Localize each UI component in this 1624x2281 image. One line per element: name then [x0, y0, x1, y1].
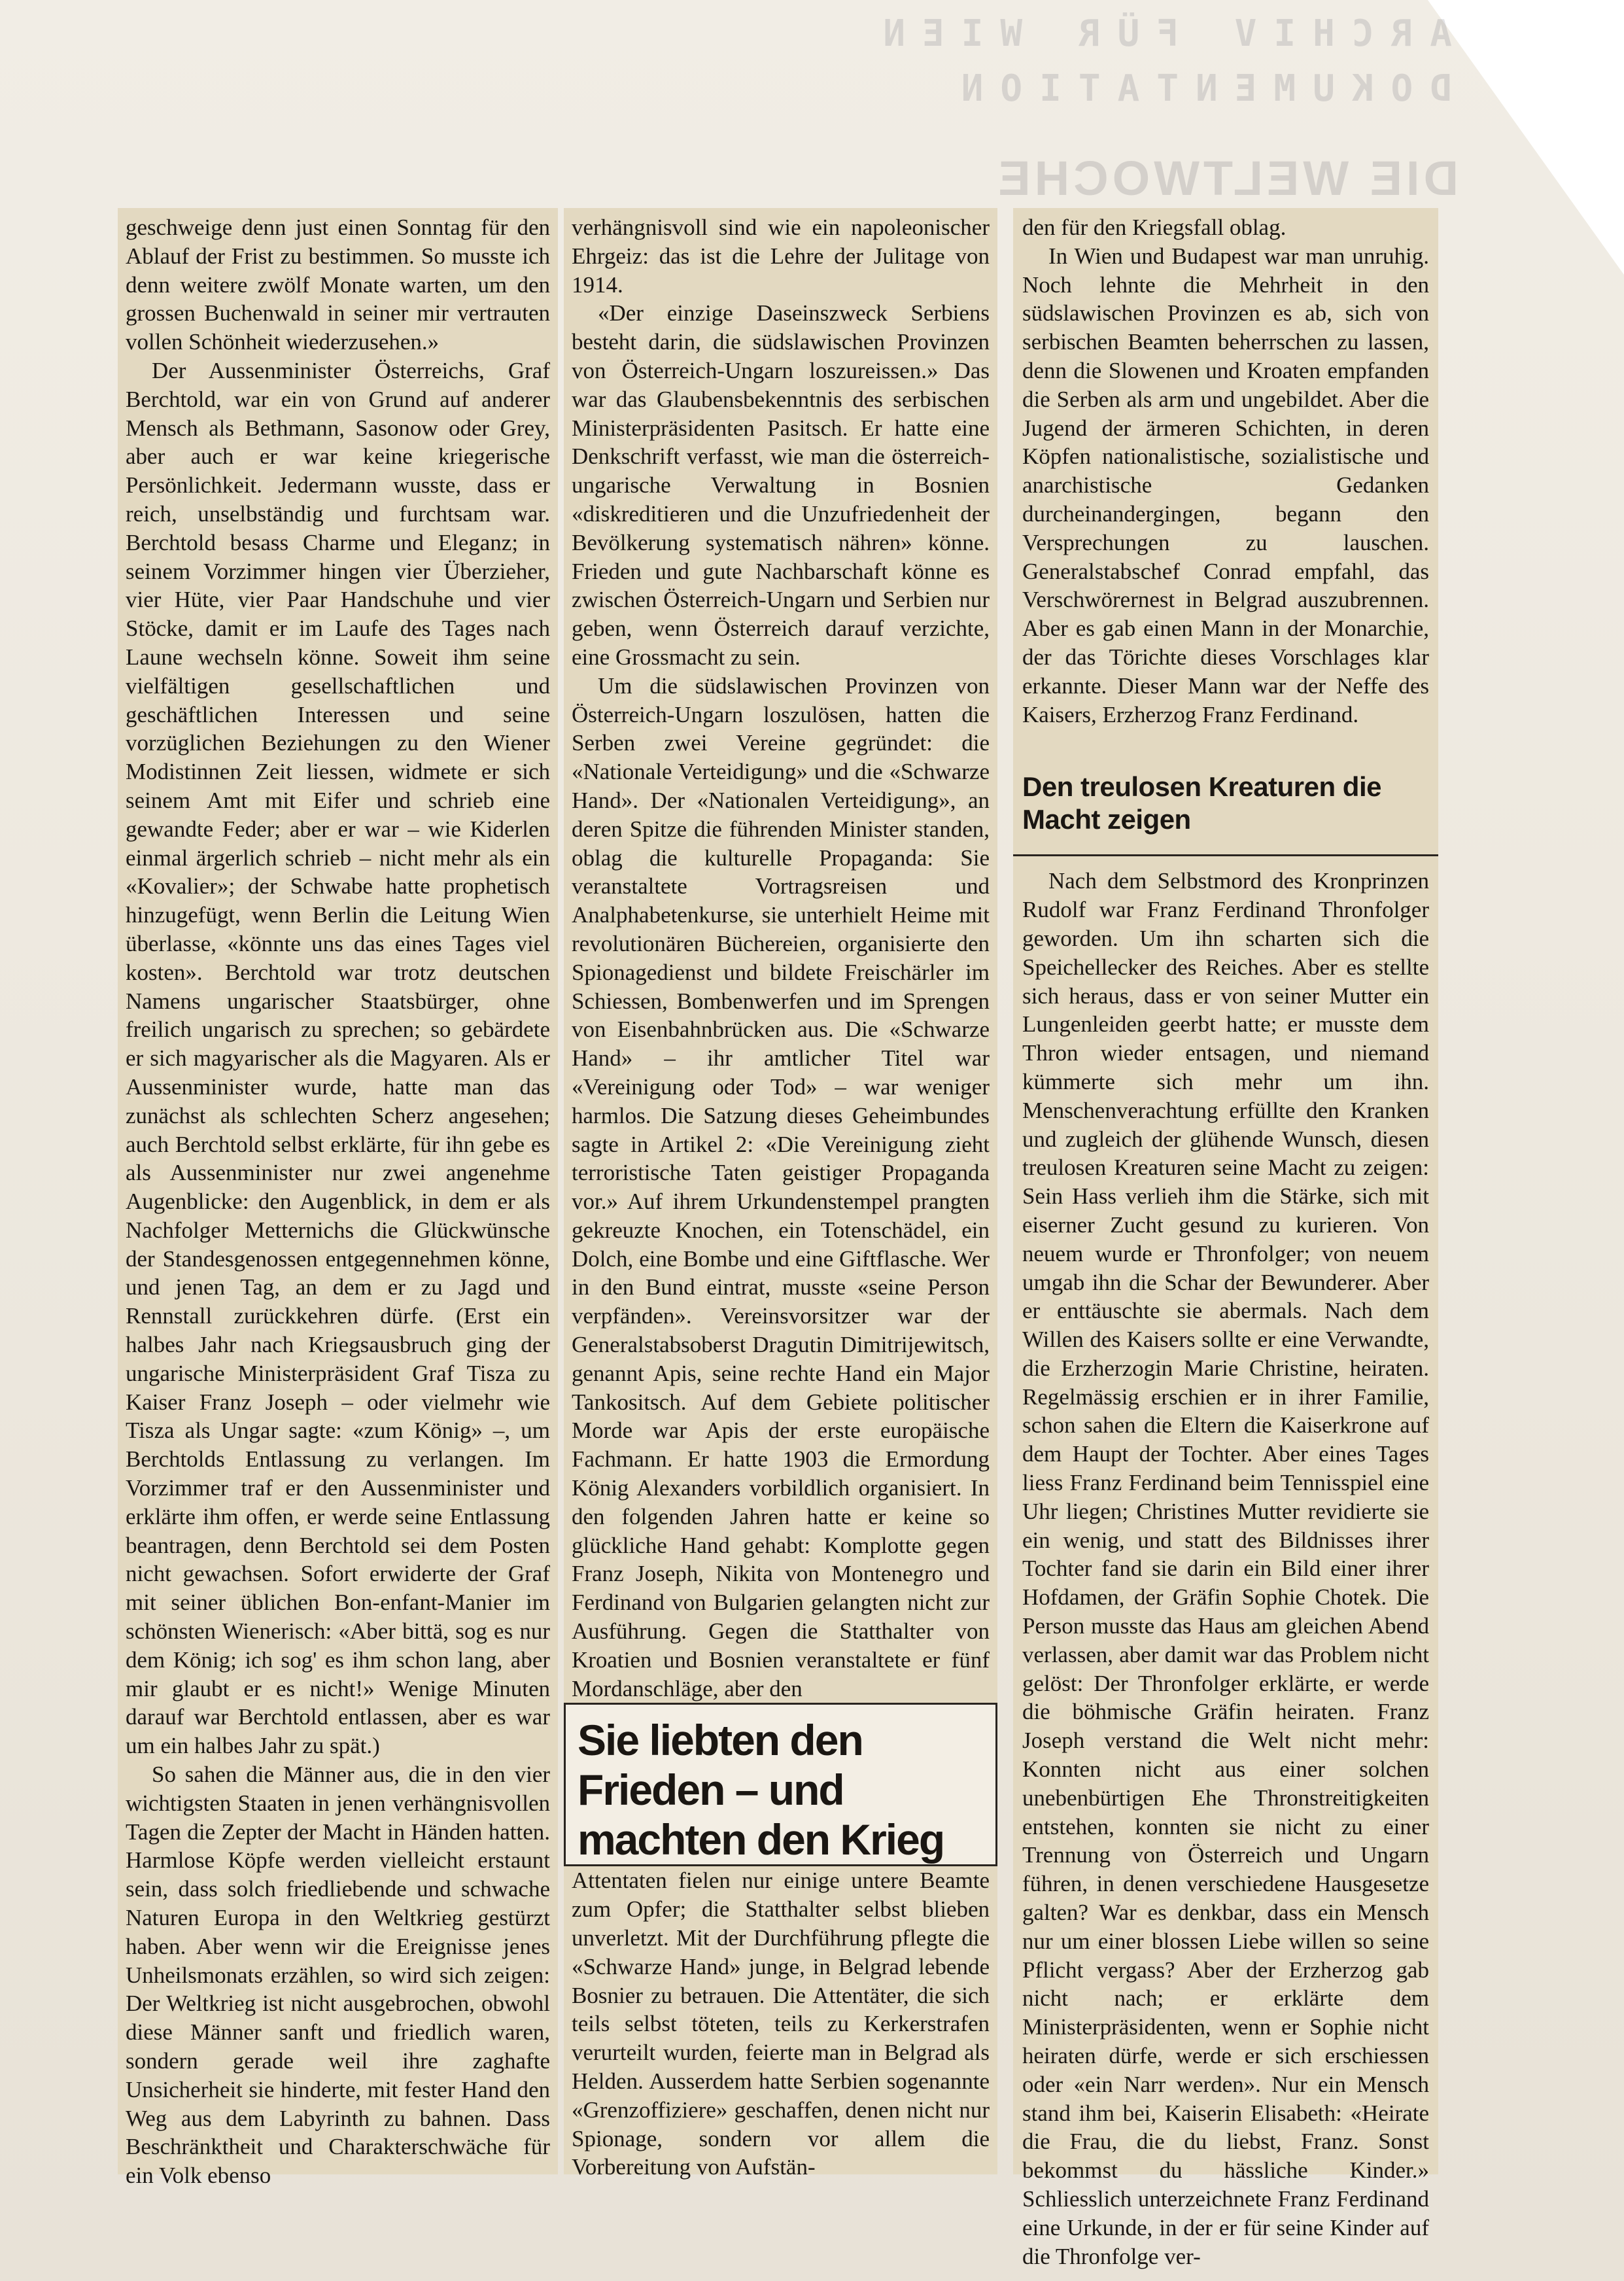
headline-rule — [1013, 854, 1438, 856]
article-column-3 — [1013, 208, 1438, 2269]
paragraph: verhängnisvoll sind wie ein napoleonischer Ehrgeiz: das ist die Lehre der Julitage von 1914. — [572, 215, 990, 298]
section-headline: Den treulosen Kreaturen die Macht zeigen — [1022, 771, 1381, 835]
paragraph: Nach dem Selbstmord des Kronprinzen Rudolf war Franz Ferdinand Thronfolger geworden. Um ihn scharten sich die Speichellecker des Reiches. Aber es stellte sich heraus, dass er von seiner Mutter ein Lungenleiden geerbt hatte; er musste dem Thron wieder entsagen, und niemand kümmerte sich mehr um ihn. Menschenverachtung erfüllte den Kranken und zugleich der glühende Wunsch, diesen treulosen Kreaturen seine Macht zu zeigen: Sein Hass verlieh ihm die Stärke, sich mit eiserner Zucht gesund zu kurieren. Von neuem wurde er Thronfolger; von neuem umgab ihn die Schar der Bewunderer. Aber er enttäuschte sie abermals. Nach dem Willen des Kaisers sollte er eine Verwandte, die Erzherzogin Marie Christine, heiraten. Regelmässig erschien er in ihrer Familie, schon sahen die Eltern die Kaiserkrone auf dem Haupt der Tochter. Aber eines Tages liess Franz Ferdinand beim Tennisspiel eine Uhr liegen; Christines Mutter revidierte sie ein wenig, und statt des Bildnisses ihrer Tochter fand sie darin ein Bild einer ihrer Hofdamen, der Gräfin Sophie Chotek. Die Person musste das Haus am gleichen Abend verlassen, aber damit war das Problem nicht gelöst: Der Thronfolger erklärte, er werde die böhmische Gräfin heiraten. Franz Joseph verstand die Welt nicht mehr: Konnten nicht aus einer solchen unebenbürtigen Ehe Thronstreitigkeiten entstehen, konnten sie nicht zu einer Trennung von Österreich und Ungarn führen, in denen verschiedene Hausgesetze galten? War es denkbar, dass ein Mensch nur um einer blossen Liebe willen so seine Pflicht vergass? Aber der Erzherzog gab nicht nach; er erklärte dem Ministerpräsidenten, wenn er Sophie nicht heiraten dürfe, werde er sich erschiessen oder «ein Narr werden». Nur ein Mensch stand ihm bei, Kaiserin Elisabeth: «Heirate die Frau, die du liebst, Franz. Sonst bekommst du hässliche Kinder.» Schliesslich unterzeichnete Franz Ferdinand eine Urkunde, in der er für seine Kinder auf die Thronfolge ver- — [1022, 868, 1429, 2269]
article-column-1 — [118, 208, 558, 2189]
paragraph: Der Aussenminister Österreichs, Graf Berchtold, war ein von Grund auf anderer Mensch als Bethmann, Sasonow oder Grey, aber auch er war keine kriegerische Persönlichkeit. Jedermann wusste, dass er reich, unselbständig und furchtsam war. Berchtold besass Charme und Eleganz; in seinem Vorzimmer hingen vier Überzieher, vier Hüte, vier Paar Handschuhe und vier Stöcke, damit er im Laufe des Tages nach Laune wechseln könne. Soweit ihm seine vielfältigen gesellschaftlichen und geschäftlichen Interessen und seine vorzüglichen Beziehungen zu den Wiener Modistinnen Zeit liessen, widmete er sich seinem Amt mit Eifer und schrieb eine gewandte Feder; aber er war – wie Kiderlen einmal ärgerlich schrieb – nicht mehr als ein «Kovalier»; der Schwabe hatte prophetisch hinzugefügt, wenn Berlin die Leitung Wien überlasse, «könnte uns das eines Tages viel kosten». Berchtold war trotz deutschen Namens ungarischer Staatsbürger, ohne freilich ungarisch zu sprechen; so gebärdete er sich magyarischer als die Magyaren. Als er Aussenminister wurde, hatte man das zunächst als schlechten Scherz angesehen; auch Berchtold selbst erklärte, für ihn gebe es als Aussenminister nur zwei angenehme Augenblicke: den Augenblick, in dem er als Nachfolger Metternichs die Glückwünsche der Standesgenossen entgegennehmen könne, und jenen Tag, an dem er zu Jagd und Rennstall zurückkehren dürfe. (Erst ein halbes Jahr nach Kriegsausbruch ging der ungarische Ministerpräsident Graf Tisza zu Kaiser Franz Joseph – oder vielmehr wie Tisza als Ungar sagte: «zum König» –, um Berchtolds Entlassung zu verlangen. Im Vorzimmer traf er den Aussenminister und erklärte ihm offen, er werde seine Entlassung beantragen, denn Berchtold sei dem Posten nicht gewachsen. Sofort erwiderte der Graf mit seiner üblichen Bon-enfant-Manier im schönsten Wienerisch: «Aber bittä, sog es nur dem König; ich sog' es ihm schon lang, aber mir glaubt er es nicht!» Wenige Minuten darauf war Berchtold entlassen, aber es war um ein halbes Jahr zu spät.) — [126, 357, 550, 1759]
masthead-showthrough: DIE WELTWOCHE — [994, 151, 1459, 205]
paragraph: So sahen die Männer aus, die in den vier wichtigsten Staaten in jenen verhängnisvollen Tagen die Zepter der Macht in Händen hatten. Harmlose Köpfe werden vielleicht erstaunt sein, dass solch friedliebende und schwache Naturen Europa in den Weltkrieg gestürzt haben. Aber wenn wir die Ereignisse jenes Unheilsmonats erzählen, so wird sich zeigen: Der Weltkrieg ist nicht ausgebrochen, obwohl diese Männer sanft und friedlich waren, sondern gerade weil ihre zaghafte Unsicherheit sie hinderte, mit fester Hand den Weg aus dem Labyrinth zu bahnen. Dass Beschränktheit und Charakterschwäche für ein Volk ebenso — [126, 1762, 550, 2189]
article-column-2 — [564, 208, 997, 2180]
boxed-headline: Sie liebten den Frieden – und machten den Krieg — [564, 1703, 997, 1866]
paragraph: den für den Kriegsfall oblag. — [1022, 215, 1287, 240]
folded-corner — [1428, 0, 1624, 275]
archive-stamp-showthrough — [866, 7, 1452, 118]
paragraph: In Wien und Budapest war man unruhig. Noch lehnte die Mehrheit in den südslawischen Provinzen es ab, sich von serbischen Beamten beherrschen zu lassen, denn die Slowenen und Kroaten empfanden die Serben als arm und ungebildet. Aber die Jugend der ärmeren Schichten, in deren Köpfen nationalistische, sozialistische und anarchistische Gedanken durcheinandergingen, begann den Versprechungen zu lauschen. Generalstabschef Conrad empfahl, das Verschwörernest in Belgrad auszubrennen. Aber es gab einen Mann in der Monarchie, der das Törichte dieses Vorschlages klar erkannte. Dieser Mann war der Neffe des Kaisers, Erzherzog Franz Ferdinand. — [1022, 243, 1429, 727]
stamp-line-1: ARCHIV FÜR WIEN — [866, 12, 1452, 55]
paragraph: Um die südslawischen Provinzen von Österreich-Ungarn loszulösen, hatten die Serben zwei Vereine gegründet: die «Nationale Verteidigung» und die «Schwarze Hand». Der «Nationalen Verteidigung», an deren Spitze die führenden Minister standen, oblag die kulturelle Propaganda: Sie veranstaltete Vortragsreisen und Analphabetenkurse, sie unterhielt Heime mit revolutionären Büchereien, organisierte den Spionagedienst und bildete Freischärler im Schiessen, Bombenwerfen und im Sprengen von Eisenbahnbrücken aus. Die «Schwarze Hand» – ihr amtlicher Titel war «Vereinigung oder Tod» – war weniger harmlos. Die Satzung dieses Geheimbundes sagte in Artikel 2: «Die Vereinigung zieht terroristische Taten geistiger Propaganda vor.» Auf ihrem Urkundenstempel prangten gekreuzte Knochen, ein Totenschädel, ein Dolch, eine Bombe und eine Giftflasche. Wer in den Bund eintrat, musste «seine Person verpfänden». Vereinsvorsitzer war der Generalstabsoberst Dragutin Dimitrijewitsch, genannt Apis, seine rechte Hand ein Major Tankositsch. Auf dem Gebiete politischer Morde war Apis der erste europäische Fachmann. Er hatte 1903 die Ermordung König Alexanders vorbildlich organisiert. In den folgenden Jahren hatte er keine so glückliche Hand gehabt: Komplotte gegen Franz Joseph, Nikita von Montenegro und Ferdinand von Bulgarien gelangten nicht zur Ausführung. Gegen die Statthalter von Kroatien und Bosnien veranstaltete er fünf Mordanschläge, aber den — [572, 672, 990, 1701]
paragraph: Attentaten fielen nur einige untere Beamte zum Opfer; die Statthalter selbst blieben unverletzt. Mit der Durchführung pflegte die «Schwarze Hand» junge, in Belgrad lebende Bosnier zu betrauen. Die Attentäter, die sich teils selbst töteten, teils zu Kerkerstrafen verurteilt wurden, feierte man in Belgrad als Helden. Ausserdem hatte Serbien sogenannte «Grenzoffiziere» geschaffen, denen nicht nur Spionage, sondern vor allem die Vorbereitung von Aufstän- — [572, 1868, 990, 2180]
paragraph: «Der einzige Daseinszweck Serbiens besteht darin, die südslawischen Provinzen von Österreich-Ungarn loszureissen.» Das war das Glaubensbekenntnis des serbischen Ministerpräsidenten Pasitsch. Er hatte eine Denkschrift verfasst, wie man die österreich-ungarische Verwaltung in Bosnien «diskreditieren und die Unzufriedenheit der Bevölkerung systematisch nähren» könne. Frieden und gute Nachbarschaft könne es zwischen Österreich-Ungarn und Serbien nur geben, wenn Österreich darauf verzichte, eine Grossmacht zu sein. — [572, 300, 990, 670]
stamp-line-2: DOKUMENTATION — [944, 67, 1452, 110]
paragraph: geschweige denn just einen Sonntag für den Ablauf der Frist zu bestimmen. So musste ich denn weitere zwölf Monate warten, um den grossen Buchenwald in seiner mir vertrauten vollen Schönheit wiederzusehen.» — [126, 215, 550, 355]
